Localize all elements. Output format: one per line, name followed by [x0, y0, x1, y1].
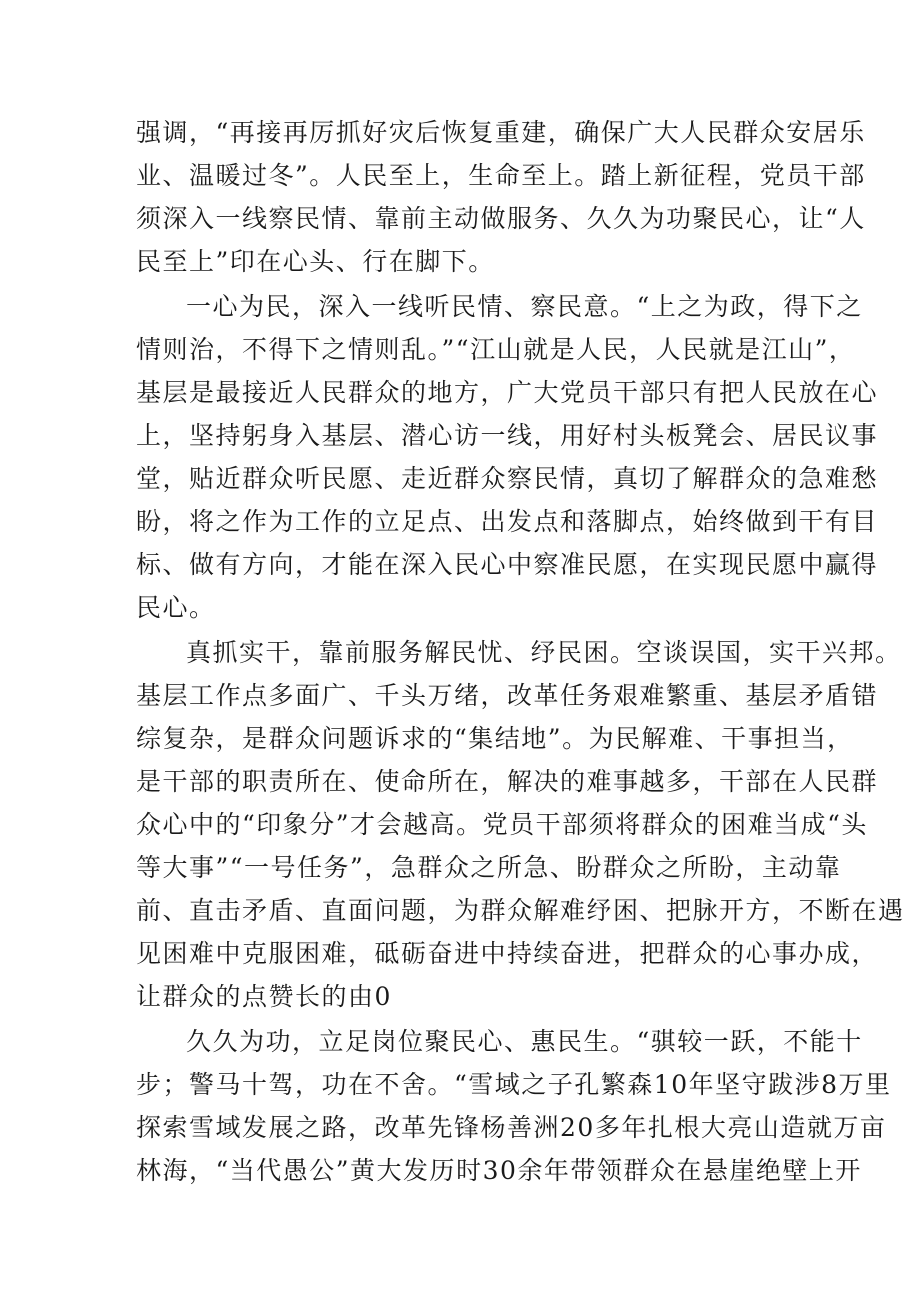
text-line: 综复杂，是群众问题诉求的“集结地”。为民解难、干事担当， [136, 724, 854, 753]
text-line: 基层工作点多面广、千头万绪，改革任务艰难繁重、基层矛盾错 [136, 681, 879, 710]
text-line: 堂，贴近群众听民愿、走近群众察民情，真切了解群众的急难愁 [136, 464, 879, 493]
text-line: 情则治，不得下之情则乱。”“江山就是人民，人民就是江山”， [136, 335, 856, 364]
paragraph-first-line: 真抓实干，靠前服务解民忧、纾民困。空谈误国，实干兴邦。 [186, 638, 902, 667]
text-line: 见困难中克服困难，砥砺奋进中持续奋进，把群众的心事办成， [136, 939, 879, 968]
text-line: 上，坚持躬身入基层、潜心访一线，用好村头板凳会、居民议事 [136, 421, 879, 450]
text-line: 民心。 [136, 593, 216, 622]
text-line: 步；警马十驾，功在不舍。“雪域之子孔繁森10年坚守跋涉8万里 [136, 1070, 892, 1099]
text-line: 让群众的点赞长的由0 [136, 982, 392, 1011]
text-line: 探索雪域发展之路，改革先锋杨善洲20多年扎根大亮山造就万亩 [136, 1113, 887, 1142]
paragraph-first-line: 久久为功，立足岗位聚民心、惠民生。“骐较一跃，不能十 [186, 1027, 863, 1056]
text-line: 是干部的职责所在、使命所在，解决的难事越多，干部在人民群 [136, 767, 879, 796]
text-line: 众心中的“印象分”才会越高。党员干部须将群众的困难当成“头 [136, 810, 868, 839]
text-line: 基层是最接近人民群众的地方，广大党员干部只有把人民放在心 [136, 378, 879, 407]
text-line: 标、做有方向，才能在深入民心中察准民愿，在实现民愿中赢得 [136, 550, 879, 579]
text-line: 业、温暖过冬”。人民至上，生命至上。踏上新征程，党员干部 [136, 161, 866, 190]
text-line: 等大事”“一号任务”，急群众之所急、盼群众之所盼，主动靠 [136, 853, 842, 882]
paragraph-first-line: 一心为民，深入一线听民情、察民意。“上之为政，得下之 [186, 292, 863, 321]
text-line: 林海，“当代愚公”黄大发历时30余年带领群众在悬崖绝壁上开 [136, 1156, 862, 1185]
text-line: 民至上”印在心头、行在脚下。 [136, 247, 495, 276]
text-line: 强调，“再接再厉抓好灾后恢复重建，确保广大人民群众安居乐 [136, 118, 866, 147]
text-line: 前、直击矛盾、直面问题，为群众解难纾困、把脉开方，不断在遇 [136, 896, 905, 925]
text-line: 盼，将之作为工作的立足点、出发点和落脚点，始终做到干有目 [136, 507, 879, 536]
text-line: 须深入一线察民情、靠前主动做服务、久久为功聚民心，让“人 [136, 204, 866, 233]
